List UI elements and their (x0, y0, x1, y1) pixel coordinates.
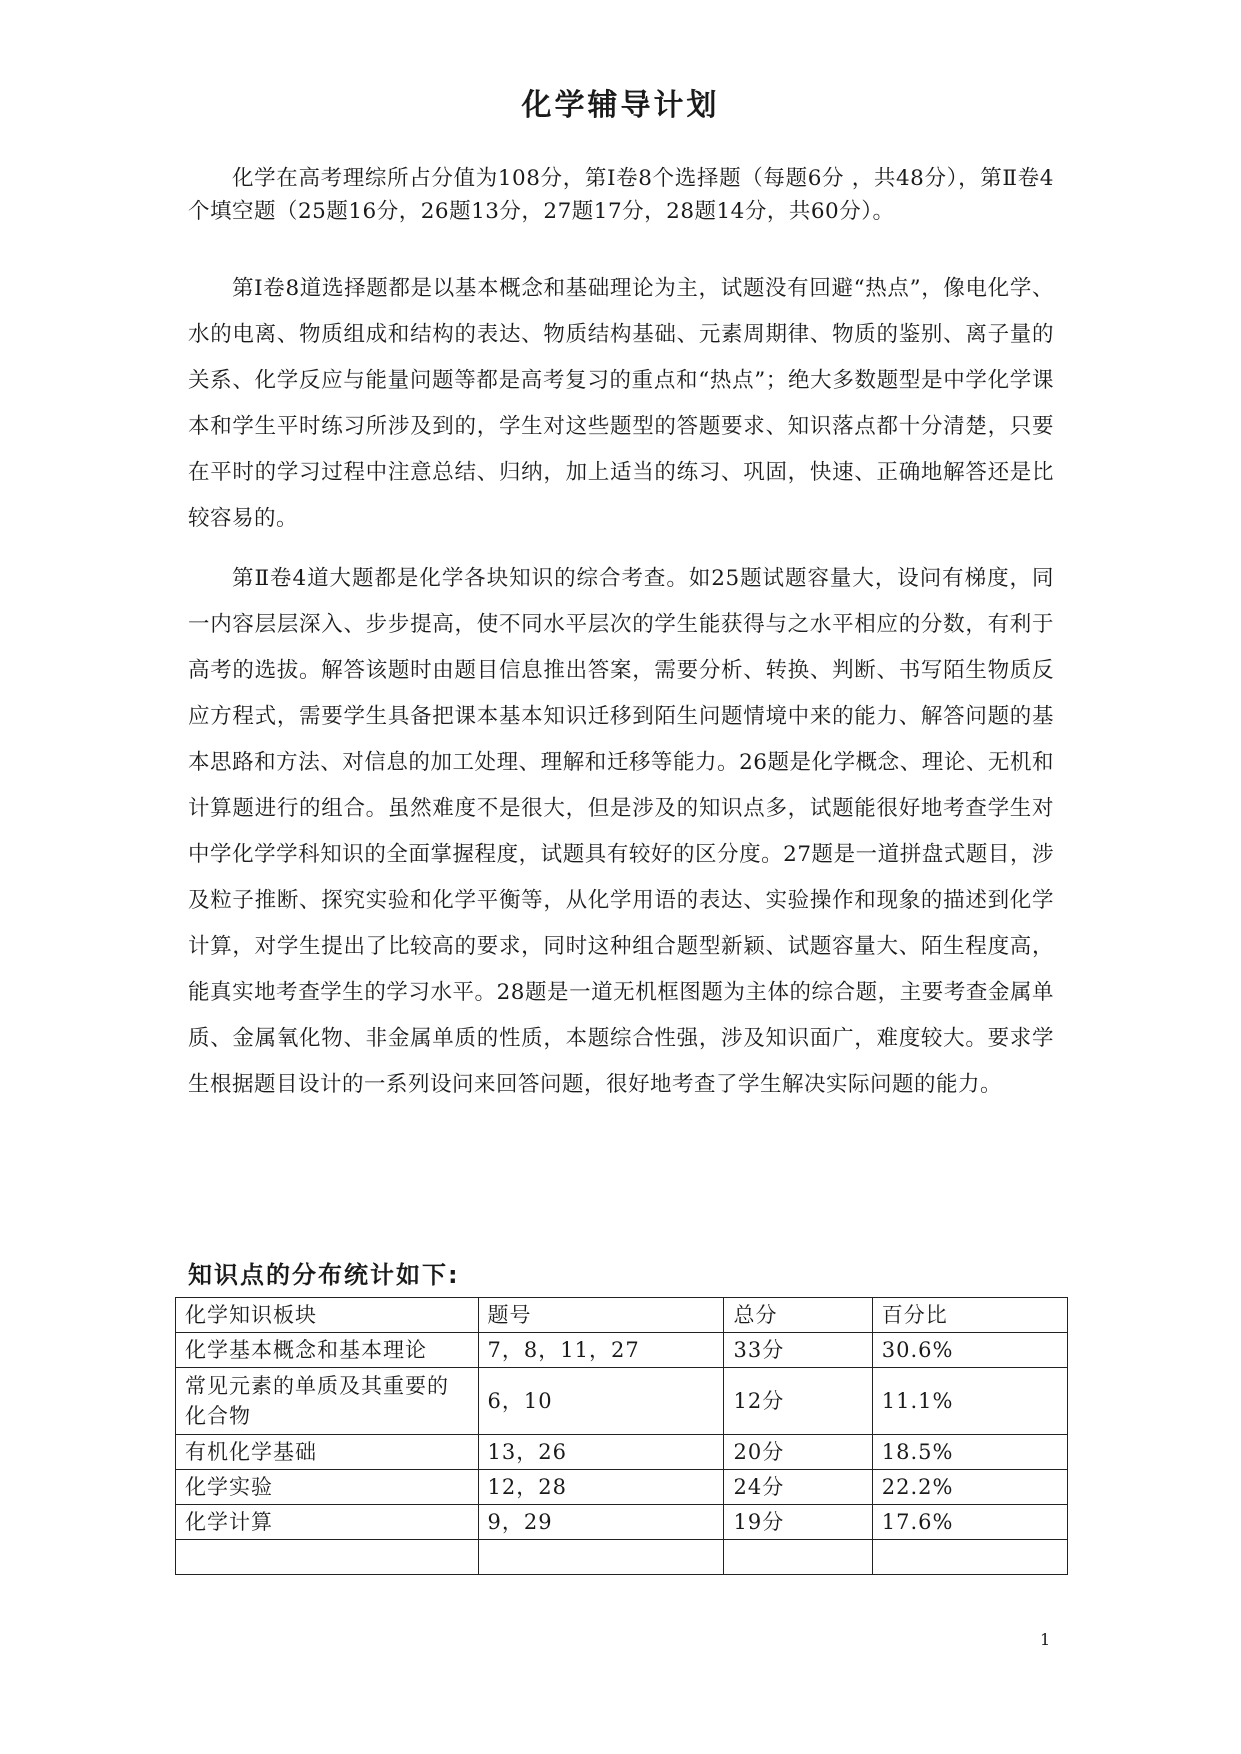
table-cell: 12分 (724, 1368, 872, 1435)
table-cell: 24分 (724, 1470, 872, 1505)
table-cell: 19分 (724, 1505, 872, 1540)
table-row-empty (176, 1540, 1068, 1575)
table-row (176, 1435, 1068, 1470)
paragraph-score-overview: 化学在高考理综所占分值为108分，第Ⅰ卷8个选择题（每题6分 ，共48分），第Ⅱ卷4个填空题（25题16分，26题13分，27题17分，28题14分，共60分）。 (188, 166, 1054, 224)
table-cell: 7，8，11，27 (478, 1333, 724, 1368)
table-cell (724, 1540, 872, 1575)
table-cell: 22.2% (872, 1470, 1067, 1505)
table-cell: 11.1% (872, 1368, 1067, 1435)
table-header-row (176, 1298, 1068, 1333)
knowledge-distribution-table (175, 1297, 1068, 1575)
table-cell: 13，26 (478, 1435, 724, 1470)
table-cell: 17.6% (872, 1505, 1067, 1540)
table-cell: 化学实验 (176, 1470, 479, 1505)
table-cell: 化学基本概念和基本理论 (176, 1333, 479, 1368)
table-header-cell: 总分 (724, 1298, 872, 1333)
table-cell: 30.6% (872, 1333, 1067, 1368)
table-header-cell: 百分比 (872, 1298, 1067, 1333)
table-cell: 6，10 (478, 1368, 724, 1435)
table-header-cell: 化学知识板块 (176, 1298, 479, 1333)
page-number: 1 (1040, 1630, 1051, 1649)
table-cell: 12，28 (478, 1470, 724, 1505)
page-title: 化学辅导计划 (521, 88, 720, 123)
table-cell (176, 1540, 479, 1575)
table-cell (478, 1540, 724, 1575)
table-row (176, 1368, 1068, 1435)
table-row (176, 1505, 1068, 1540)
table-row (176, 1470, 1068, 1505)
table-cell: 有机化学基础 (176, 1435, 479, 1470)
table-row (176, 1333, 1068, 1368)
table-cell: 18.5% (872, 1435, 1067, 1470)
table-cell: 33分 (724, 1333, 872, 1368)
paragraph-volume-one: 第Ⅰ卷8道选择题都是以基本概念和基础理论为主，试题没有回避“热点”，像电化学、水的电离、物质组成和结构的表达、物质结构基础、元素周期律、物质的鉴别、离子量的关系、化学反应与能量问题等都是高考复习的重点和“热点”；绝大多数题型是中学化学课本和学生平时练习所涉及到的，学生对这些题型的答题要求、知识落点都十分清楚，只要在平时的学习过程中注意总结、归纳，加上适当的练习、巩固，快速、正确地解答还是比较容易的。 (188, 276, 1054, 531)
table-cell: 9，29 (478, 1505, 724, 1540)
table-cell: 20分 (724, 1435, 872, 1470)
table-cell (872, 1540, 1067, 1575)
table-cell: 常见元素的单质及其重要的化合物 (176, 1368, 479, 1435)
paragraph-volume-two: 第Ⅱ卷4道大题都是化学各块知识的综合考查。如25题试题容量大，设问有梯度，同一内容层层深入、步步提高，使不同水平层次的学生能获得与之水平相应的分数，有利于高考的选拔。解答该题时由题目信息推出答案，需要分析、转换、判断、书写陌生物质反应方程式，需要学生具备把课本基本知识迁移到陌生问题情境中来的能力、解答问题的基本思路和方法、对信息的加工处理、理解和迁移等能力。26题是化学概念、理论、无机和计算题进行的组合。虽然难度不是很大，但是涉及的知识点多，试题能很好地考查学生对中学化学学科知识的全面掌握程度，试题具有较好的区分度。27题是一道拼盘式题目，涉及粒子推断、探究实验和化学平衡等，从化学用语的表达、实验操作和现象的描述到化学计算，对学生提出了比较高的要求，同时这种组合题型新颖、试题容量大、陌生程度高，能真实地考查学生的学习水平。28题是一道无机框图题为主体的综合题，主要考查金属单质、金属氧化物、非金属单质的性质，本题综合性强，涉及知识面广，难度较大。要求学生根据题目设计的一系列设问来回答问题，很好地考查了学生解决实际问题的能力。 (188, 566, 1054, 1097)
table-header-cell: 题号 (478, 1298, 724, 1333)
table-heading: 知识点的分布统计如下: (188, 1261, 460, 1289)
table-cell: 化学计算 (176, 1505, 479, 1540)
